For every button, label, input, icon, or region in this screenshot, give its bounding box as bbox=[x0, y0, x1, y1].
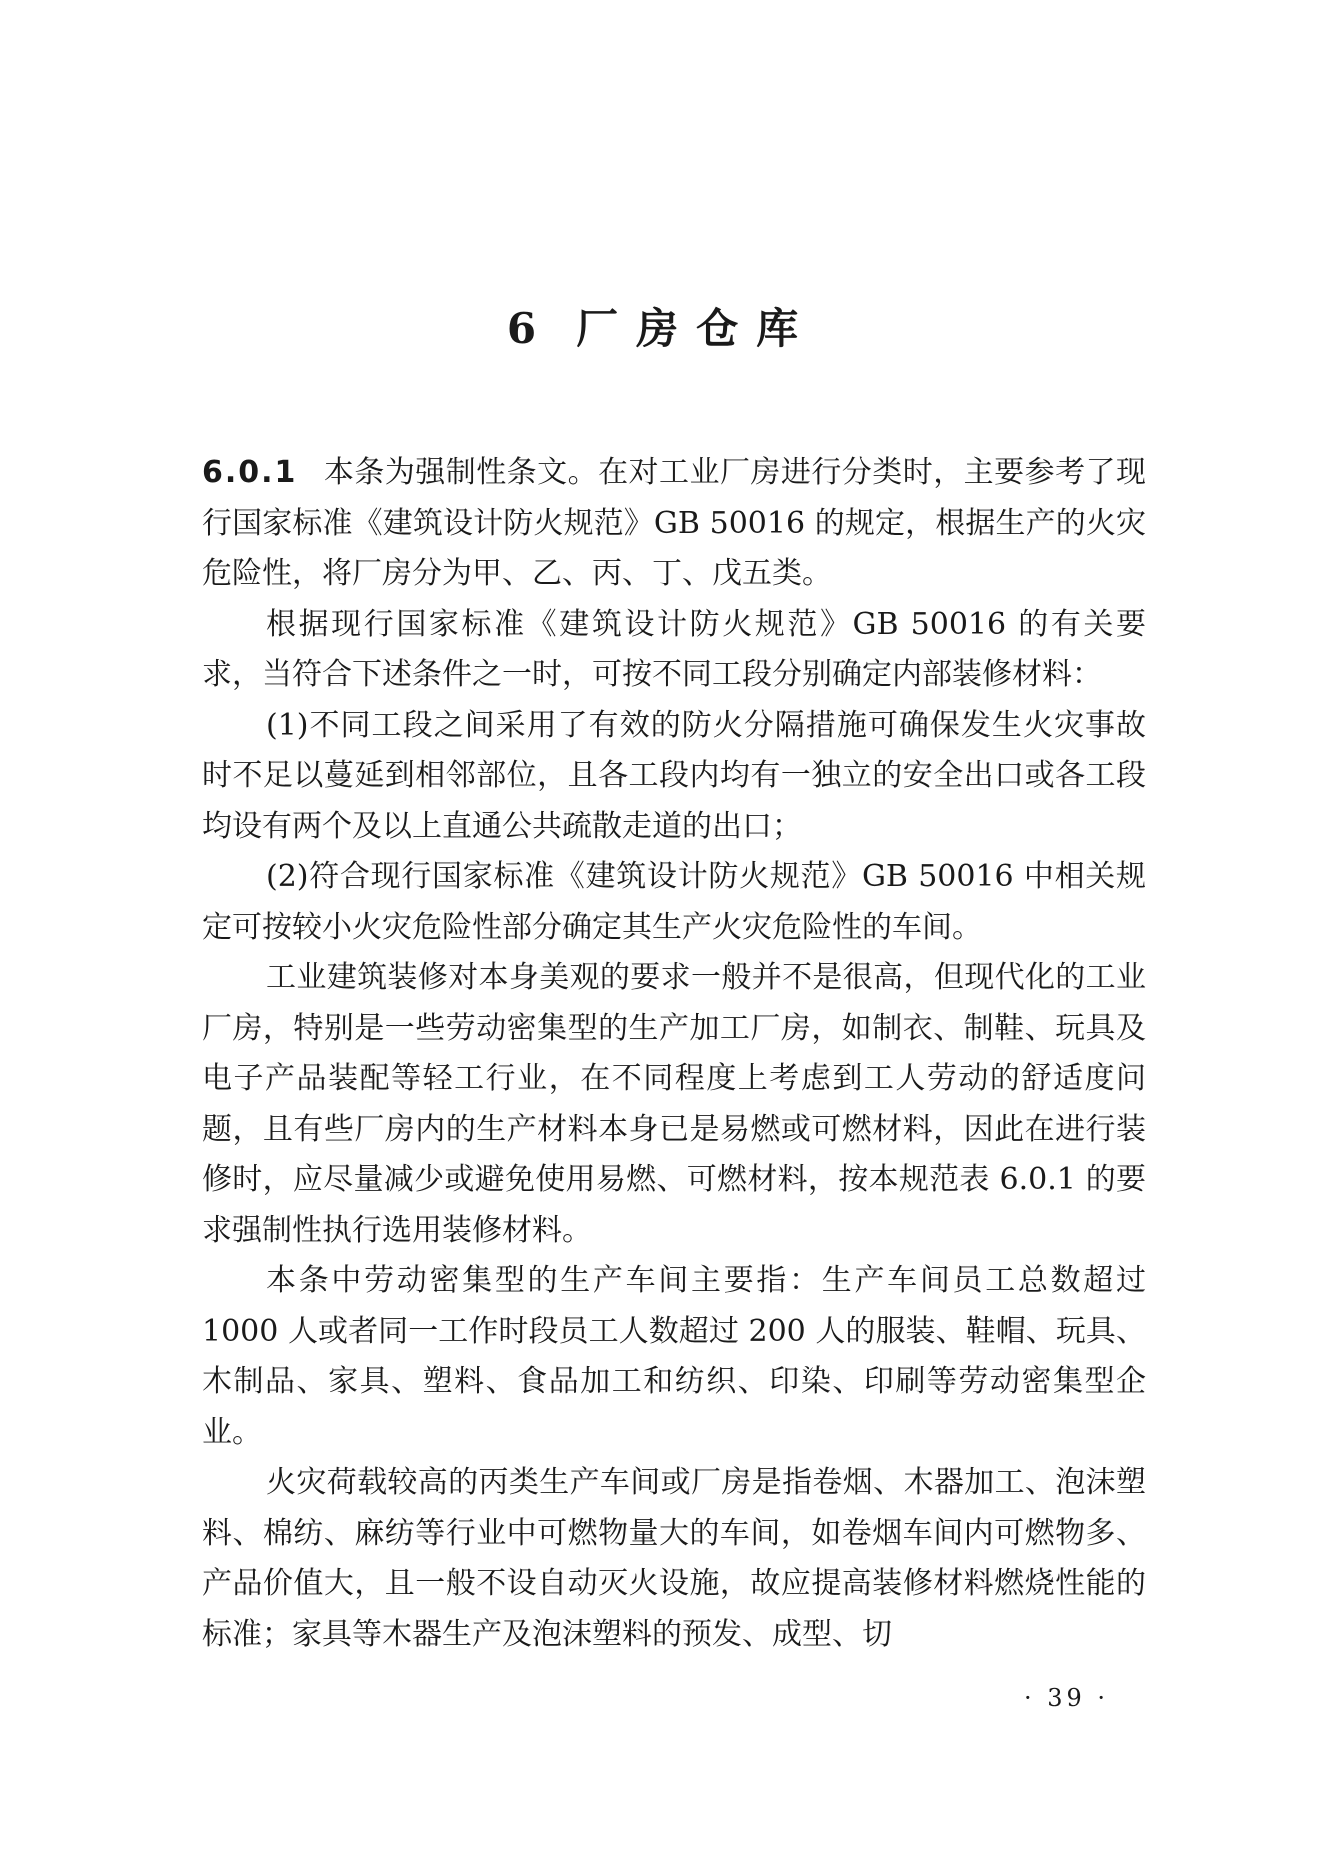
chapter-name: 厂房仓库 bbox=[576, 304, 817, 353]
paragraph-1: 根据现行国家标准《建筑设计防火规范》GB 50016 的有关要求，当符合下述条件之一时，可按不同工段分别确定内部装修材料： bbox=[202, 606, 1146, 692]
body-text bbox=[202, 448, 1146, 1660]
clause-paragraph bbox=[202, 448, 1146, 600]
clause-text: 本条为强制性条文。在对工业厂房进行分类时，主要参考了现行国家标准《建筑设计防火规范》GB 50016 的规定，根据生产的火灾危险性，将厂房分为甲、乙、丙、丁、戊五类。 bbox=[202, 455, 1146, 591]
paragraph-2: (1)不同工段之间采用了有效的防火分隔措施可确保发生火灾事故时不足以蔓延到相邻部位，且各工段内均有一独立的安全出口或各工段均设有两个及以上直通公共疏散走道的出口； bbox=[202, 707, 1146, 844]
page-number: · 39 · bbox=[1024, 1684, 1110, 1712]
paragraph-6: 火灾荷载较高的丙类生产车间或厂房是指卷烟、木器加工、泡沫塑料、棉纺、麻纺等行业中可燃物量大的车间，如卷烟车间内可燃物多、产品价值大，且一般不设自动灭火设施，故应提高装修材料燃烧性能的标准；家具等木器生产及泡沫塑料的预发、成型、切 bbox=[202, 1465, 1146, 1652]
chapter-number: 6 bbox=[506, 304, 537, 353]
chapter-title bbox=[0, 296, 1323, 356]
clause-number: 6.0.1 bbox=[202, 455, 298, 490]
paragraph-3: (2)符合现行国家标准《建筑设计防火规范》GB 50016 中相关规定可按较小火灾危险性部分确定其生产火灾危险性的车间。 bbox=[202, 859, 1146, 945]
paragraph-4: 工业建筑装修对本身美观的要求一般并不是很高，但现代化的工业厂房，特别是一些劳动密集型的生产加工厂房，如制衣、制鞋、玩具及电子产品装配等轻工行业，在不同程度上考虑到工人劳动的舒适度问题，且有些厂房内的生产材料本身已是易燃或可燃材料，因此在进行装修时，应尽量减少或避免使用易燃、可燃材料，按本规范表 6.0.1 的要求强制性执行选用装修材料。 bbox=[202, 960, 1146, 1248]
paragraph-5: 本条中劳动密集型的生产车间主要指：生产车间员工总数超过 1000 人或者同一工作时段员工人数超过 200 人的服装、鞋帽、玩具、木制品、家具、塑料、食品加工和纺织、印染、印刷等劳动密集型企业。 bbox=[202, 1263, 1146, 1450]
